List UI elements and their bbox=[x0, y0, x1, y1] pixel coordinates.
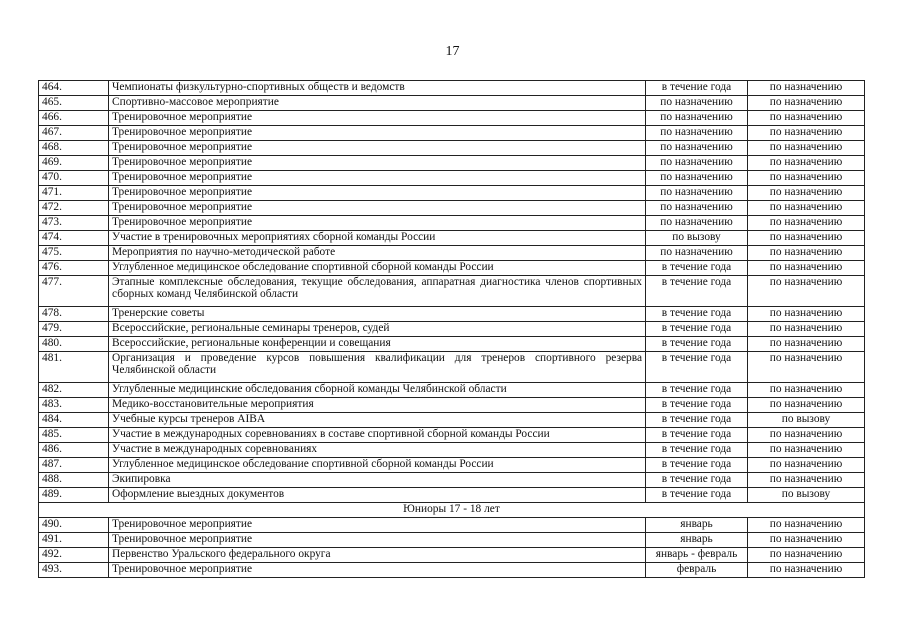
table-row bbox=[39, 246, 865, 261]
event-assignment: по назначению bbox=[748, 518, 865, 533]
event-name: Спортивно-массовое мероприятие bbox=[109, 96, 646, 111]
event-period: по назначению bbox=[646, 201, 748, 216]
row-number: 472. bbox=[39, 201, 109, 216]
event-assignment: по назначению bbox=[748, 186, 865, 201]
event-period: в течение года bbox=[646, 81, 748, 96]
event-period: по назначению bbox=[646, 111, 748, 126]
row-number: 471. bbox=[39, 186, 109, 201]
event-period: по вызову bbox=[646, 231, 748, 246]
event-period: по назначению bbox=[646, 171, 748, 186]
event-period: в течение года bbox=[646, 398, 748, 413]
table-row bbox=[39, 473, 865, 488]
event-assignment: по назначению bbox=[748, 276, 865, 307]
event-name: Тренировочное мероприятие bbox=[109, 111, 646, 126]
table-row bbox=[39, 171, 865, 186]
table-row bbox=[39, 276, 865, 307]
event-period: в течение года bbox=[646, 322, 748, 337]
event-name: Углубленное медицинское обследование спортивной сборной команды России bbox=[109, 261, 646, 276]
row-number: 486. bbox=[39, 443, 109, 458]
event-assignment: по назначению bbox=[748, 458, 865, 473]
table-row bbox=[39, 352, 865, 383]
event-name: Углубленное медицинское обследование спортивной сборной команды России bbox=[109, 458, 646, 473]
row-number: 478. bbox=[39, 307, 109, 322]
event-assignment: по назначению bbox=[748, 111, 865, 126]
row-number: 483. bbox=[39, 398, 109, 413]
event-assignment: по назначению bbox=[748, 352, 865, 383]
event-assignment: по назначению bbox=[748, 322, 865, 337]
section-header-group bbox=[39, 503, 865, 518]
table-row bbox=[39, 458, 865, 473]
row-number: 487. bbox=[39, 458, 109, 473]
event-name: Организация и проведение курсов повышения квалификации для тренеров спортивного резерва Челябинской области bbox=[109, 352, 646, 383]
table-row bbox=[39, 413, 865, 428]
event-period: январь bbox=[646, 518, 748, 533]
event-name: Углубленные медицинские обследования сборной команды Челябинской области bbox=[109, 383, 646, 398]
event-name: Тренировочное мероприятие bbox=[109, 563, 646, 578]
event-period: в течение года bbox=[646, 276, 748, 307]
juniors-table-body bbox=[39, 518, 865, 578]
table-row bbox=[39, 96, 865, 111]
event-period: в течение года bbox=[646, 488, 748, 503]
table-row bbox=[39, 322, 865, 337]
event-assignment: по назначению bbox=[748, 473, 865, 488]
table-row bbox=[39, 548, 865, 563]
row-number: 464. bbox=[39, 81, 109, 96]
row-number: 480. bbox=[39, 337, 109, 352]
event-period: по назначению bbox=[646, 141, 748, 156]
row-number: 473. bbox=[39, 216, 109, 231]
event-period: в течение года bbox=[646, 307, 748, 322]
event-name: Участие в международных соревнованиях bbox=[109, 443, 646, 458]
section-header: Юниоры 17 - 18 лет bbox=[39, 503, 865, 518]
event-name: Всероссийские, региональные семинары тренеров, судей bbox=[109, 322, 646, 337]
event-name: Тренировочное мероприятие bbox=[109, 126, 646, 141]
event-period: по назначению bbox=[646, 186, 748, 201]
event-name: Мероприятия по научно-методической работе bbox=[109, 246, 646, 261]
table-row bbox=[39, 111, 865, 126]
event-name: Медико-восстановительные мероприятия bbox=[109, 398, 646, 413]
row-number: 475. bbox=[39, 246, 109, 261]
table-row bbox=[39, 337, 865, 352]
event-assignment: по назначению bbox=[748, 231, 865, 246]
row-number: 490. bbox=[39, 518, 109, 533]
event-name: Тренировочное мероприятие bbox=[109, 171, 646, 186]
event-period: в течение года bbox=[646, 383, 748, 398]
table-row bbox=[39, 428, 865, 443]
event-period: в течение года bbox=[646, 443, 748, 458]
row-number: 477. bbox=[39, 276, 109, 307]
row-number: 489. bbox=[39, 488, 109, 503]
event-name: Чемпионаты физкультурно-спортивных обществ и ведомств bbox=[109, 81, 646, 96]
table-row bbox=[39, 518, 865, 533]
event-name: Тренировочное мероприятие bbox=[109, 216, 646, 231]
row-number: 491. bbox=[39, 533, 109, 548]
event-assignment: по назначению bbox=[748, 171, 865, 186]
table-row bbox=[39, 141, 865, 156]
row-number: 482. bbox=[39, 383, 109, 398]
row-number: 468. bbox=[39, 141, 109, 156]
event-period: по назначению bbox=[646, 156, 748, 171]
row-number: 484. bbox=[39, 413, 109, 428]
events-table-container bbox=[38, 80, 858, 578]
event-assignment: по назначению bbox=[748, 201, 865, 216]
event-name: Экипировка bbox=[109, 473, 646, 488]
table-row bbox=[39, 231, 865, 246]
event-name: Первенство Уральского федерального округа bbox=[109, 548, 646, 563]
table-row bbox=[39, 533, 865, 548]
event-name: Всероссийские, региональные конференции и совещания bbox=[109, 337, 646, 352]
event-assignment: по назначению bbox=[748, 337, 865, 352]
event-period: в течение года bbox=[646, 337, 748, 352]
event-assignment: по назначению bbox=[748, 246, 865, 261]
event-assignment: по назначению bbox=[748, 126, 865, 141]
event-period: февраль bbox=[646, 563, 748, 578]
event-assignment: по назначению bbox=[748, 81, 865, 96]
event-assignment: по назначению bbox=[748, 216, 865, 231]
event-name: Участие в международных соревнованиях в составе спортивной сборной команды России bbox=[109, 428, 646, 443]
table-row bbox=[39, 186, 865, 201]
event-period: в течение года bbox=[646, 458, 748, 473]
row-number: 485. bbox=[39, 428, 109, 443]
event-assignment: по назначению bbox=[748, 428, 865, 443]
event-period: по назначению bbox=[646, 96, 748, 111]
row-number: 488. bbox=[39, 473, 109, 488]
table-row bbox=[39, 398, 865, 413]
table-row bbox=[39, 488, 865, 503]
row-number: 469. bbox=[39, 156, 109, 171]
event-period: по назначению bbox=[646, 246, 748, 261]
row-number: 476. bbox=[39, 261, 109, 276]
event-name: Оформление выездных документов bbox=[109, 488, 646, 503]
event-period: по назначению bbox=[646, 216, 748, 231]
row-number: 467. bbox=[39, 126, 109, 141]
table-row bbox=[39, 261, 865, 276]
events-table bbox=[38, 80, 865, 578]
event-name: Тренировочное мероприятие bbox=[109, 156, 646, 171]
event-assignment: по назначению bbox=[748, 96, 865, 111]
event-assignment: по назначению bbox=[748, 398, 865, 413]
table-row bbox=[39, 307, 865, 322]
event-period: январь bbox=[646, 533, 748, 548]
table-row bbox=[39, 81, 865, 96]
row-number: 470. bbox=[39, 171, 109, 186]
event-name: Учебные курсы тренеров AIBA bbox=[109, 413, 646, 428]
event-name: Тренировочное мероприятие bbox=[109, 201, 646, 216]
table-row bbox=[39, 156, 865, 171]
table-row bbox=[39, 443, 865, 458]
event-period: в течение года bbox=[646, 473, 748, 488]
table-row bbox=[39, 383, 865, 398]
event-name: Тренировочное мероприятие bbox=[109, 533, 646, 548]
event-assignment: по назначению bbox=[748, 533, 865, 548]
event-name: Тренерские советы bbox=[109, 307, 646, 322]
event-assignment: по назначению bbox=[748, 383, 865, 398]
event-period: в течение года bbox=[646, 413, 748, 428]
event-assignment: по назначению bbox=[748, 563, 865, 578]
event-period: в течение года bbox=[646, 261, 748, 276]
event-period: январь - февраль bbox=[646, 548, 748, 563]
row-number: 479. bbox=[39, 322, 109, 337]
event-assignment: по назначению bbox=[748, 141, 865, 156]
event-period: в течение года bbox=[646, 428, 748, 443]
row-number: 493. bbox=[39, 563, 109, 578]
event-assignment: по вызову bbox=[748, 413, 865, 428]
table-row bbox=[39, 563, 865, 578]
event-assignment: по назначению bbox=[748, 156, 865, 171]
row-number: 492. bbox=[39, 548, 109, 563]
event-name: Этапные комплексные обследования, текущие обследования, аппаратная диагностика членов спортивных сборных команд Челябинской области bbox=[109, 276, 646, 307]
events-table-body bbox=[39, 81, 865, 503]
event-assignment: по назначению bbox=[748, 261, 865, 276]
event-name: Тренировочное мероприятие bbox=[109, 141, 646, 156]
row-number: 474. bbox=[39, 231, 109, 246]
event-assignment: по назначению bbox=[748, 443, 865, 458]
event-assignment: по назначению bbox=[748, 307, 865, 322]
section-header-row bbox=[39, 503, 865, 518]
table-row bbox=[39, 201, 865, 216]
event-assignment: по вызову bbox=[748, 488, 865, 503]
event-name: Тренировочное мероприятие bbox=[109, 186, 646, 201]
event-period: по назначению bbox=[646, 126, 748, 141]
table-row bbox=[39, 126, 865, 141]
table-row bbox=[39, 216, 865, 231]
event-assignment: по назначению bbox=[748, 548, 865, 563]
event-name: Участие в тренировочных мероприятиях сборной команды России bbox=[109, 231, 646, 246]
row-number: 466. bbox=[39, 111, 109, 126]
row-number: 465. bbox=[39, 96, 109, 111]
page-number: 17 bbox=[445, 44, 460, 59]
event-name: Тренировочное мероприятие bbox=[109, 518, 646, 533]
event-period: в течение года bbox=[646, 352, 748, 383]
row-number: 481. bbox=[39, 352, 109, 383]
